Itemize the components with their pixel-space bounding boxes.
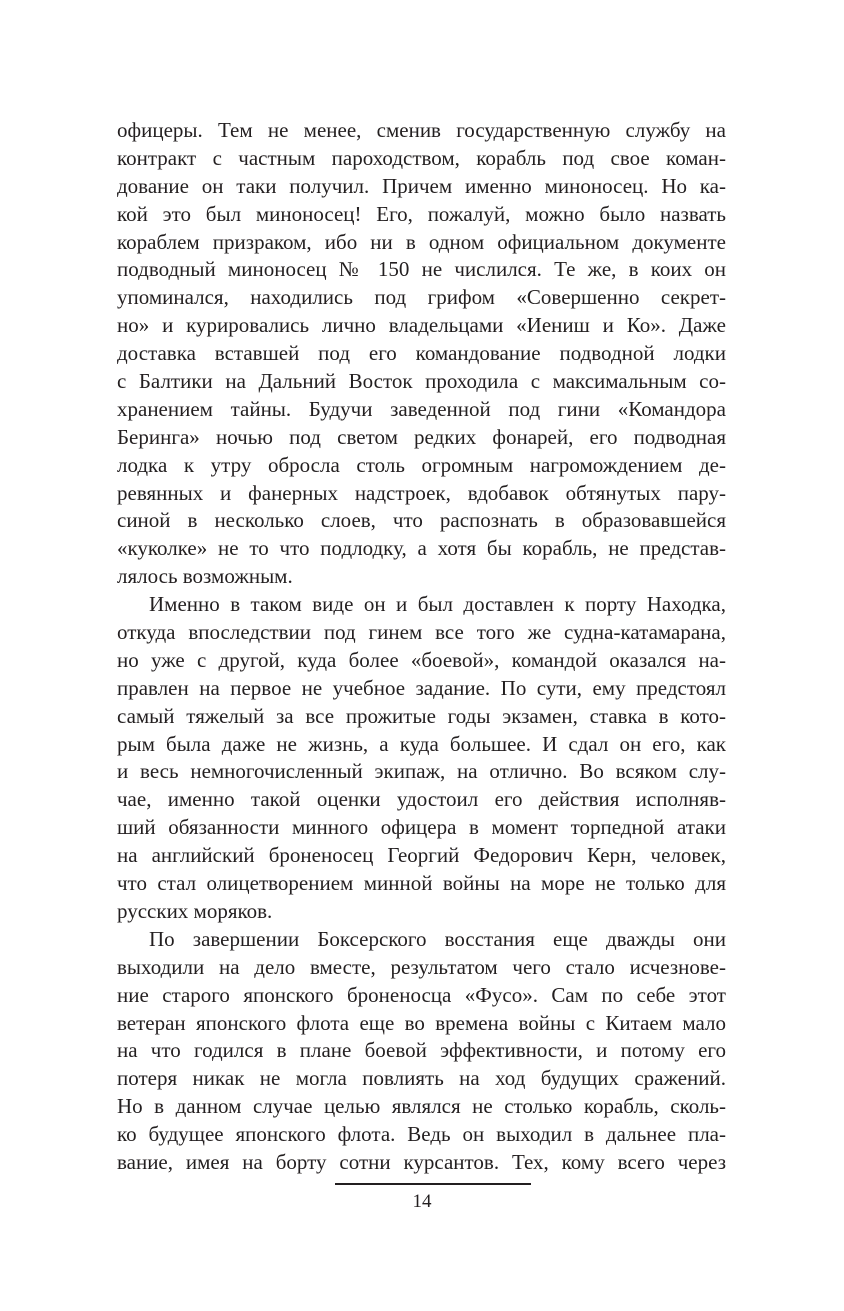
text-line: синой в несколько слоев, что распознать в образовавшейся	[117, 508, 726, 533]
text-line: ко будущее японского флота. Ведь он выходил в дальнее пла-	[117, 1122, 726, 1147]
text-line: Именно в таком виде он и был доставлен к порту Находка,	[149, 592, 726, 617]
page-number: 14	[412, 1191, 432, 1212]
paragraph	[117, 591, 726, 926]
text-line: потеря никак не могла повлиять на ход будущих сражений.	[117, 1066, 726, 1091]
text-line: вание, имея на борту сотни курсантов. Тех, кому всего через	[117, 1149, 726, 1174]
text-line: правлен на первое не учебное задание. По сути, ему предстоял	[117, 675, 726, 700]
text-line: и весь немногочисленный экипаж, на отлично. Во всяком слу-	[117, 759, 726, 784]
text-line: но уже с другой, куда более «боевой», командой оказался на-	[117, 647, 726, 672]
text-line: на что годился в плане боевой эффективности, и потому его	[117, 1038, 726, 1063]
text-line: подводный миноносец № 150 не числился. Те же, в коих он	[117, 257, 726, 282]
text-line: лодка к утру обросла столь огромным нагромождением де-	[117, 452, 726, 477]
text-line: но» и курировались лично владельцами «Иениш и Ко». Даже	[117, 313, 726, 338]
text-line: хранением тайны. Будучи заведенной под гини «Командора	[117, 396, 726, 421]
text-line: кой это был миноносец! Его, пожалуй, можно было назвать	[117, 201, 726, 226]
text-line: контракт с частным пароходством, корабль под свое коман-	[117, 145, 726, 170]
text-line: чае, именно такой оценки удостоил его действия исполняв-	[117, 787, 726, 812]
text-line: Беринга» ночью под светом редких фонарей, его подводная	[117, 424, 726, 449]
text-line: ветеран японского флота еще во времена войны с Китаем мало	[117, 1010, 726, 1035]
text-line: доставка вставшей под его командование подводной лодки	[117, 341, 726, 366]
text-line: упоминался, находились под грифом «Совершенно секрет-	[117, 285, 726, 310]
text-line: Но в данном случае целью являлся не столько корабль, сколь-	[117, 1094, 726, 1119]
text-line: ший обязанности минного офицера в момент торпедной атаки	[117, 815, 726, 840]
paragraph	[117, 117, 726, 591]
text-line: самый тяжелый за все прожитые годы экзамен, ставка в кото-	[117, 703, 726, 728]
text-line: ревянных и фанерных надстроек, вдобавок обтянутых пару-	[117, 480, 726, 505]
text-line: рым была даже не жизнь, а куда большее. И сдал он его, как	[117, 731, 726, 756]
body-text	[117, 117, 726, 1177]
text-line: русских моряков.	[117, 898, 273, 923]
text-line: выходили на дело вместе, результатом чего стало исчезнове-	[117, 954, 726, 979]
text-line: «куколке» не то что подлодку, а хотя бы корабль, не представ-	[117, 536, 726, 561]
text-line: офицеры. Тем не менее, сменив государственную службу на	[117, 118, 726, 142]
text-line: ние старого японского броненосца «Фусо». Сам по себе этот	[117, 982, 726, 1007]
text-line: откуда впоследствии под гинем все того же судна-катамарана,	[117, 620, 726, 645]
text-line: с Балтики на Дальний Восток проходила с максимальным со-	[117, 369, 726, 394]
footer-rule	[335, 1183, 531, 1185]
text-line: кораблем призраком, ибо ни в одном официальном документе	[117, 229, 726, 254]
text-line: на английский броненосец Георгий Федорович Керн, человек,	[117, 843, 726, 868]
text-line: По завершении Боксерского восстания еще дважды они	[149, 926, 726, 951]
text-line: дование он таки получил. Причем именно миноносец. Но ка-	[117, 173, 726, 198]
text-line: лялось возможным.	[117, 564, 293, 589]
text-line: что стал олицетворением минной войны на море не только для	[117, 871, 726, 896]
paragraph	[117, 926, 726, 1177]
